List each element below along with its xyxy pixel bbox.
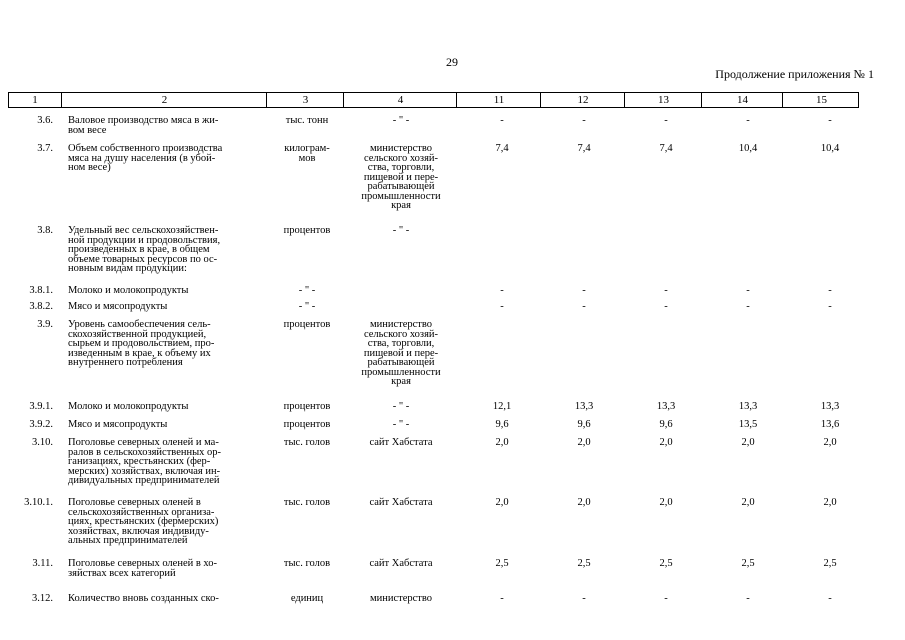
row-number: 3.8. bbox=[37, 225, 53, 236]
indicator-name: Поголовье северных оленей и ма- ралов в сельскохозяйственных ор- ганизациях, крестьянских (фер- мерских) хозяйствах, включая ин- дивидуальных предпринимателей bbox=[68, 437, 222, 486]
value-14: - bbox=[746, 285, 750, 296]
value-12: - bbox=[582, 301, 586, 312]
value-11: 2,0 bbox=[495, 437, 509, 448]
header-cell-12: 12 bbox=[540, 93, 625, 107]
value-11: - bbox=[500, 115, 504, 126]
source: сайт Хабстата bbox=[369, 497, 433, 508]
value-15: 13,3 bbox=[820, 401, 840, 412]
source: - " - bbox=[392, 115, 410, 126]
value-11: - bbox=[500, 285, 504, 296]
indicator-name: Мясо и мясопродукты bbox=[68, 301, 168, 312]
value-12: 2,5 bbox=[577, 558, 591, 569]
row-number: 3.9.1. bbox=[29, 401, 53, 412]
unit: процентов bbox=[283, 401, 331, 412]
table-header bbox=[8, 92, 859, 108]
value-12: 2,0 bbox=[577, 437, 591, 448]
value-14: - bbox=[746, 593, 750, 604]
source: - " - bbox=[392, 401, 410, 412]
value-12: - bbox=[582, 285, 586, 296]
value-13: 2,0 bbox=[659, 437, 673, 448]
value-13: - bbox=[664, 115, 668, 126]
unit: тыс. голов bbox=[283, 558, 331, 569]
value-13: - bbox=[664, 285, 668, 296]
unit: процентов bbox=[283, 419, 331, 430]
value-15: - bbox=[828, 285, 832, 296]
source: сайт Хабстата bbox=[369, 437, 433, 448]
value-14: 10,4 bbox=[738, 143, 758, 154]
source: - " - bbox=[392, 419, 410, 430]
indicator-name: Мясо и мясопродукты bbox=[68, 419, 168, 430]
row-number: 3.10.1. bbox=[24, 497, 53, 508]
unit: процентов bbox=[283, 319, 331, 330]
continuation-title: Продолжение приложения № 1 bbox=[715, 67, 874, 81]
value-11: 7,4 bbox=[495, 143, 509, 154]
source: министерство bbox=[369, 593, 433, 604]
value-12: - bbox=[582, 593, 586, 604]
value-13: 2,0 bbox=[659, 497, 673, 508]
value-13: 7,4 bbox=[659, 143, 673, 154]
row-number: 3.8.2. bbox=[29, 301, 53, 312]
value-14: 13,5 bbox=[738, 419, 758, 430]
value-13: 2,5 bbox=[659, 558, 673, 569]
value-15: 2,0 bbox=[823, 437, 837, 448]
value-13: 13,3 bbox=[656, 401, 676, 412]
value-14: 2,5 bbox=[741, 558, 755, 569]
source: министерство сельского хозяй- ства, торговли, пищевой и пере- рабатывающей промышленности края bbox=[361, 143, 441, 211]
value-15: - bbox=[828, 301, 832, 312]
value-14: - bbox=[746, 115, 750, 126]
value-13: - bbox=[664, 301, 668, 312]
row-number: 3.12. bbox=[32, 593, 53, 604]
source: - " - bbox=[392, 225, 410, 236]
unit: тыс. голов bbox=[283, 497, 331, 508]
header-cell-11: 11 bbox=[456, 93, 541, 107]
value-12: 2,0 bbox=[577, 497, 591, 508]
value-15: 2,0 bbox=[823, 497, 837, 508]
row-number: 3.7. bbox=[37, 143, 53, 154]
header-cell-3: 3 bbox=[266, 93, 344, 107]
unit: - " - bbox=[298, 301, 316, 312]
unit: процентов bbox=[283, 225, 331, 236]
unit: тыс. тонн bbox=[285, 115, 329, 126]
indicator-name: Валовое производство мяса в жи- вом весе bbox=[68, 115, 219, 136]
value-11: 2,0 bbox=[495, 497, 509, 508]
value-15: 10,4 bbox=[820, 143, 840, 154]
value-12: - bbox=[582, 115, 586, 126]
header-cell-15: 15 bbox=[782, 93, 860, 107]
value-14: 2,0 bbox=[741, 437, 755, 448]
unit: - " - bbox=[298, 285, 316, 296]
value-15: 13,6 bbox=[820, 419, 840, 430]
value-12: 13,3 bbox=[574, 401, 594, 412]
value-14: - bbox=[746, 301, 750, 312]
row-number: 3.11. bbox=[32, 558, 53, 569]
source: сайт Хабстата bbox=[369, 558, 433, 569]
header-cell-2: 2 bbox=[61, 93, 267, 107]
row-number: 3.6. bbox=[37, 115, 53, 126]
value-15: 2,5 bbox=[823, 558, 837, 569]
row-number: 3.10. bbox=[32, 437, 53, 448]
unit: тыс. голов bbox=[283, 437, 331, 448]
indicator-name: Молоко и молокопродукты bbox=[68, 401, 189, 412]
indicator-name: Молоко и молокопродукты bbox=[68, 285, 189, 296]
row-number: 3.9. bbox=[37, 319, 53, 330]
value-15: - bbox=[828, 115, 832, 126]
row-number: 3.8.1. bbox=[29, 285, 53, 296]
value-11: 12,1 bbox=[492, 401, 512, 412]
header-cell-13: 13 bbox=[624, 93, 702, 107]
indicator-name: Поголовье северных оленей в сельскохозяйственных организа- циях, крестьянских (фермерских) хозяйствах, включая индивиду- альных предпринимателей bbox=[68, 497, 219, 546]
indicator-name: Объем собственного производства мяса на душу населения (в убой- ном весе) bbox=[68, 143, 223, 173]
header-cell-4: 4 bbox=[343, 93, 457, 107]
source: министерство сельского хозяй- ства, торговли, пищевой и пере- рабатывающей промышленности края bbox=[361, 319, 441, 387]
value-11: - bbox=[500, 301, 504, 312]
value-11: 9,6 bbox=[495, 419, 509, 430]
indicator-name: Количество вновь созданных ско- bbox=[68, 593, 219, 604]
page-number: 29 bbox=[446, 55, 458, 69]
indicator-name: Уровень самообеспечения сель- скохозяйственной продукцией, сырьем и продовольствием, про- изведенным в крае, к объему их внутреннего потребления bbox=[68, 319, 215, 368]
value-13: 9,6 bbox=[659, 419, 673, 430]
indicator-name: Удельный вес сельскохозяйствен- ной продукции и продовольствия, произведенных в крае, в общем объеме товарных ресурсов по ос- новным видам продукции: bbox=[68, 225, 221, 274]
unit: единиц bbox=[290, 593, 324, 604]
indicator-name: Поголовье северных оленей в хо- зяйствах всех категорий bbox=[68, 558, 218, 579]
value-12: 7,4 bbox=[577, 143, 591, 154]
header-cell-14: 14 bbox=[701, 93, 783, 107]
value-14: 2,0 bbox=[741, 497, 755, 508]
value-14: 13,3 bbox=[738, 401, 758, 412]
value-13: - bbox=[664, 593, 668, 604]
value-11: - bbox=[500, 593, 504, 604]
unit: килограм- мов bbox=[284, 143, 330, 164]
value-11: 2,5 bbox=[495, 558, 509, 569]
header-cell-1: 1 bbox=[32, 94, 38, 106]
row-number: 3.9.2. bbox=[29, 419, 53, 430]
value-12: 9,6 bbox=[577, 419, 591, 430]
value-15: - bbox=[828, 593, 832, 604]
